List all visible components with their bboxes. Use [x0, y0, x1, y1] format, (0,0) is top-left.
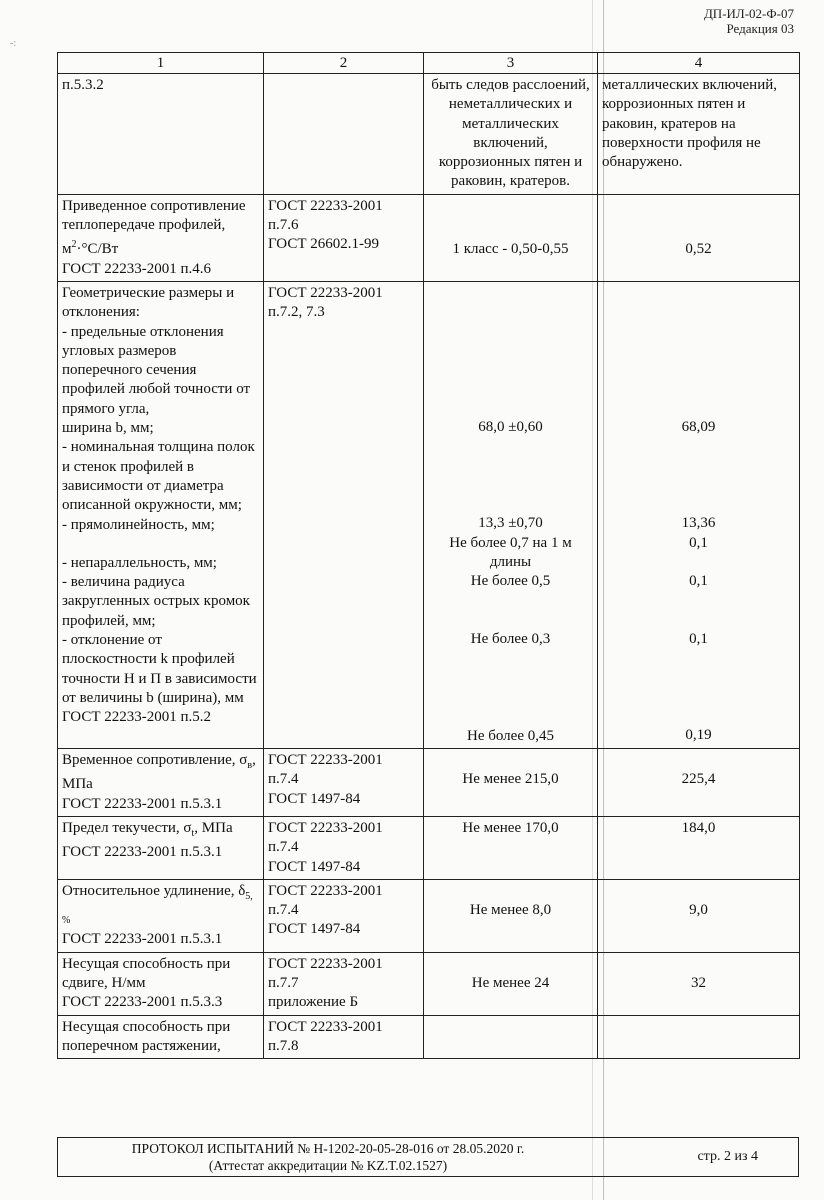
- parallelism-requirement: Не более 0,5: [470, 573, 551, 590]
- method-cell: ГОСТ 22233-2001 п.7.7 приложение Б: [264, 952, 424, 1015]
- result-cell: 0,52: [598, 194, 800, 281]
- requirement-cell: Не менее 24: [424, 952, 598, 1015]
- requirement-cell: Не менее 8,0: [424, 879, 598, 952]
- result-cell: 9,0: [598, 879, 800, 952]
- result-cell: [598, 281, 800, 748]
- requirement-cell: Не менее 170,0: [424, 816, 598, 879]
- indicator-cell: Относительное удлинение, $\delta_{5, \%}$ ГОСТ 22233-2001 п.5.3.1: [58, 879, 264, 952]
- indicator-cell: Геометрические размеры и отклонения: - предельные отклонения угловых размеров поперечного сечения профилей любой точности от прямого угла, ширина b, мм; - номинальная толщина полок и стенок профилей в зависимости от диаметра описанной окружности, мм; - прямолинейность, мм; - непараллельность, мм; - величина радиуса закругленных острых кромок профилей, мм; - отклонение от плоскостности k профилей точности Н и П в зависимости от величины b (ширина), мм ГОСТ 22233-2001 п.5.2: [58, 281, 264, 748]
- table-row: [58, 816, 800, 879]
- result-cell: металлических включений, коррозионных пятен и раковин, кратеров на поверхности профиля не обнаружено.: [598, 74, 800, 195]
- method-cell: ГОСТ 22233-2001 п.7.8: [264, 1015, 424, 1059]
- margin-mark: -:: [10, 38, 17, 49]
- requirement-cell: [424, 1015, 598, 1059]
- indicator-cell: Несущая способность при поперечном растяжении,: [58, 1015, 264, 1059]
- test-results-table: [57, 52, 800, 1059]
- accreditation-note: (Аттестат аккредитации № KZ.T.02.1527): [208, 1158, 448, 1173]
- table-row: [58, 1015, 800, 1059]
- indicator-cell: Временное сопротивление, $\sigma_в$, МПа ГОСТ 22233-2001 п.5.3.1: [58, 749, 264, 817]
- method-cell: ГОСТ 22233-2001 п.7.4 ГОСТ 1497-84: [264, 879, 424, 952]
- flatness-requirement: Не более 0,45: [467, 727, 554, 744]
- table-row: [58, 74, 800, 195]
- requirement-cell: [424, 281, 598, 748]
- column-number: 2: [264, 53, 424, 74]
- document-revision: Редакция 03: [726, 21, 794, 36]
- column-number: 3: [424, 53, 598, 74]
- method-cell: ГОСТ 22233-2001 п.7.4 ГОСТ 1497-84: [264, 749, 424, 817]
- document-header: [704, 6, 794, 36]
- indicator-cell: п.5.3.2: [58, 74, 264, 195]
- column-number: 4: [598, 53, 800, 74]
- straightness-requirement: Не более 0,7 на 1 м длины: [449, 534, 572, 570]
- protocol-reference: [58, 1140, 598, 1174]
- protocol-title: ПРОТОКОЛ ИСПЫТАНИЙ № Н-1202-20-05-28-016 от 28.05.2020 г.: [131, 1141, 525, 1156]
- result-cell: 32: [598, 952, 800, 1015]
- method-cell: [264, 74, 424, 195]
- result-cell: 225,4: [598, 749, 800, 817]
- flatness-result: 0,19: [685, 727, 712, 744]
- method-cell: ГОСТ 22233-2001 п.7.6 ГОСТ 26602.1-99: [264, 194, 424, 281]
- result-cell: [598, 1015, 800, 1059]
- table-row: [58, 952, 800, 1015]
- thickness-requirement: 13,3 ±0,70: [478, 515, 543, 532]
- straightness-result: 0,1: [689, 534, 708, 551]
- table-row: [58, 281, 800, 748]
- indicator-cell: Несущая способность при сдвиге, Н/мм ГОСТ 22233-2001 п.5.3.3: [58, 952, 264, 1015]
- radius-requirement: Не более 0,3: [470, 631, 551, 648]
- table-row: [58, 749, 800, 817]
- page-number: стр. 2 из 4: [697, 1149, 758, 1164]
- result-cell: 184,0: [598, 816, 800, 879]
- table-row: [58, 879, 800, 952]
- column-number-row: [58, 53, 800, 74]
- page-footer: [57, 1137, 799, 1177]
- column-number: 1: [58, 53, 264, 74]
- width-requirement: 68,0 ±0,60: [478, 418, 543, 435]
- width-result: 68,09: [681, 418, 716, 435]
- requirement-cell: Не менее 215,0: [424, 749, 598, 817]
- parallelism-result: 0,1: [689, 572, 708, 589]
- requirement-cell: 1 класс - 0,50-0,55: [424, 194, 598, 281]
- method-cell: ГОСТ 22233-2001 п.7.4 ГОСТ 1497-84: [264, 816, 424, 879]
- requirement-cell: быть следов расслоений, неметаллических и металлических включений, коррозионных пятен и раковин, кратеров.: [424, 74, 598, 195]
- indicator-cell: Предел текучести, $\sigma_t$, МПа ГОСТ 22233-2001 п.5.3.1: [58, 816, 264, 879]
- table-row: [58, 194, 800, 281]
- method-cell: ГОСТ 22233-2001 п.7.2, 7.3: [264, 281, 424, 748]
- document-code: ДП-ИЛ-02-Ф-07: [703, 6, 794, 21]
- thickness-result: 13,36: [681, 515, 716, 532]
- radius-result: 0,1: [689, 631, 708, 648]
- indicator-cell: Приведенное сопротивление теплопередаче профилей, $м^2\cdot^\circ С/Вт$ ГОСТ 22233-2001 п.4.6: [58, 194, 264, 281]
